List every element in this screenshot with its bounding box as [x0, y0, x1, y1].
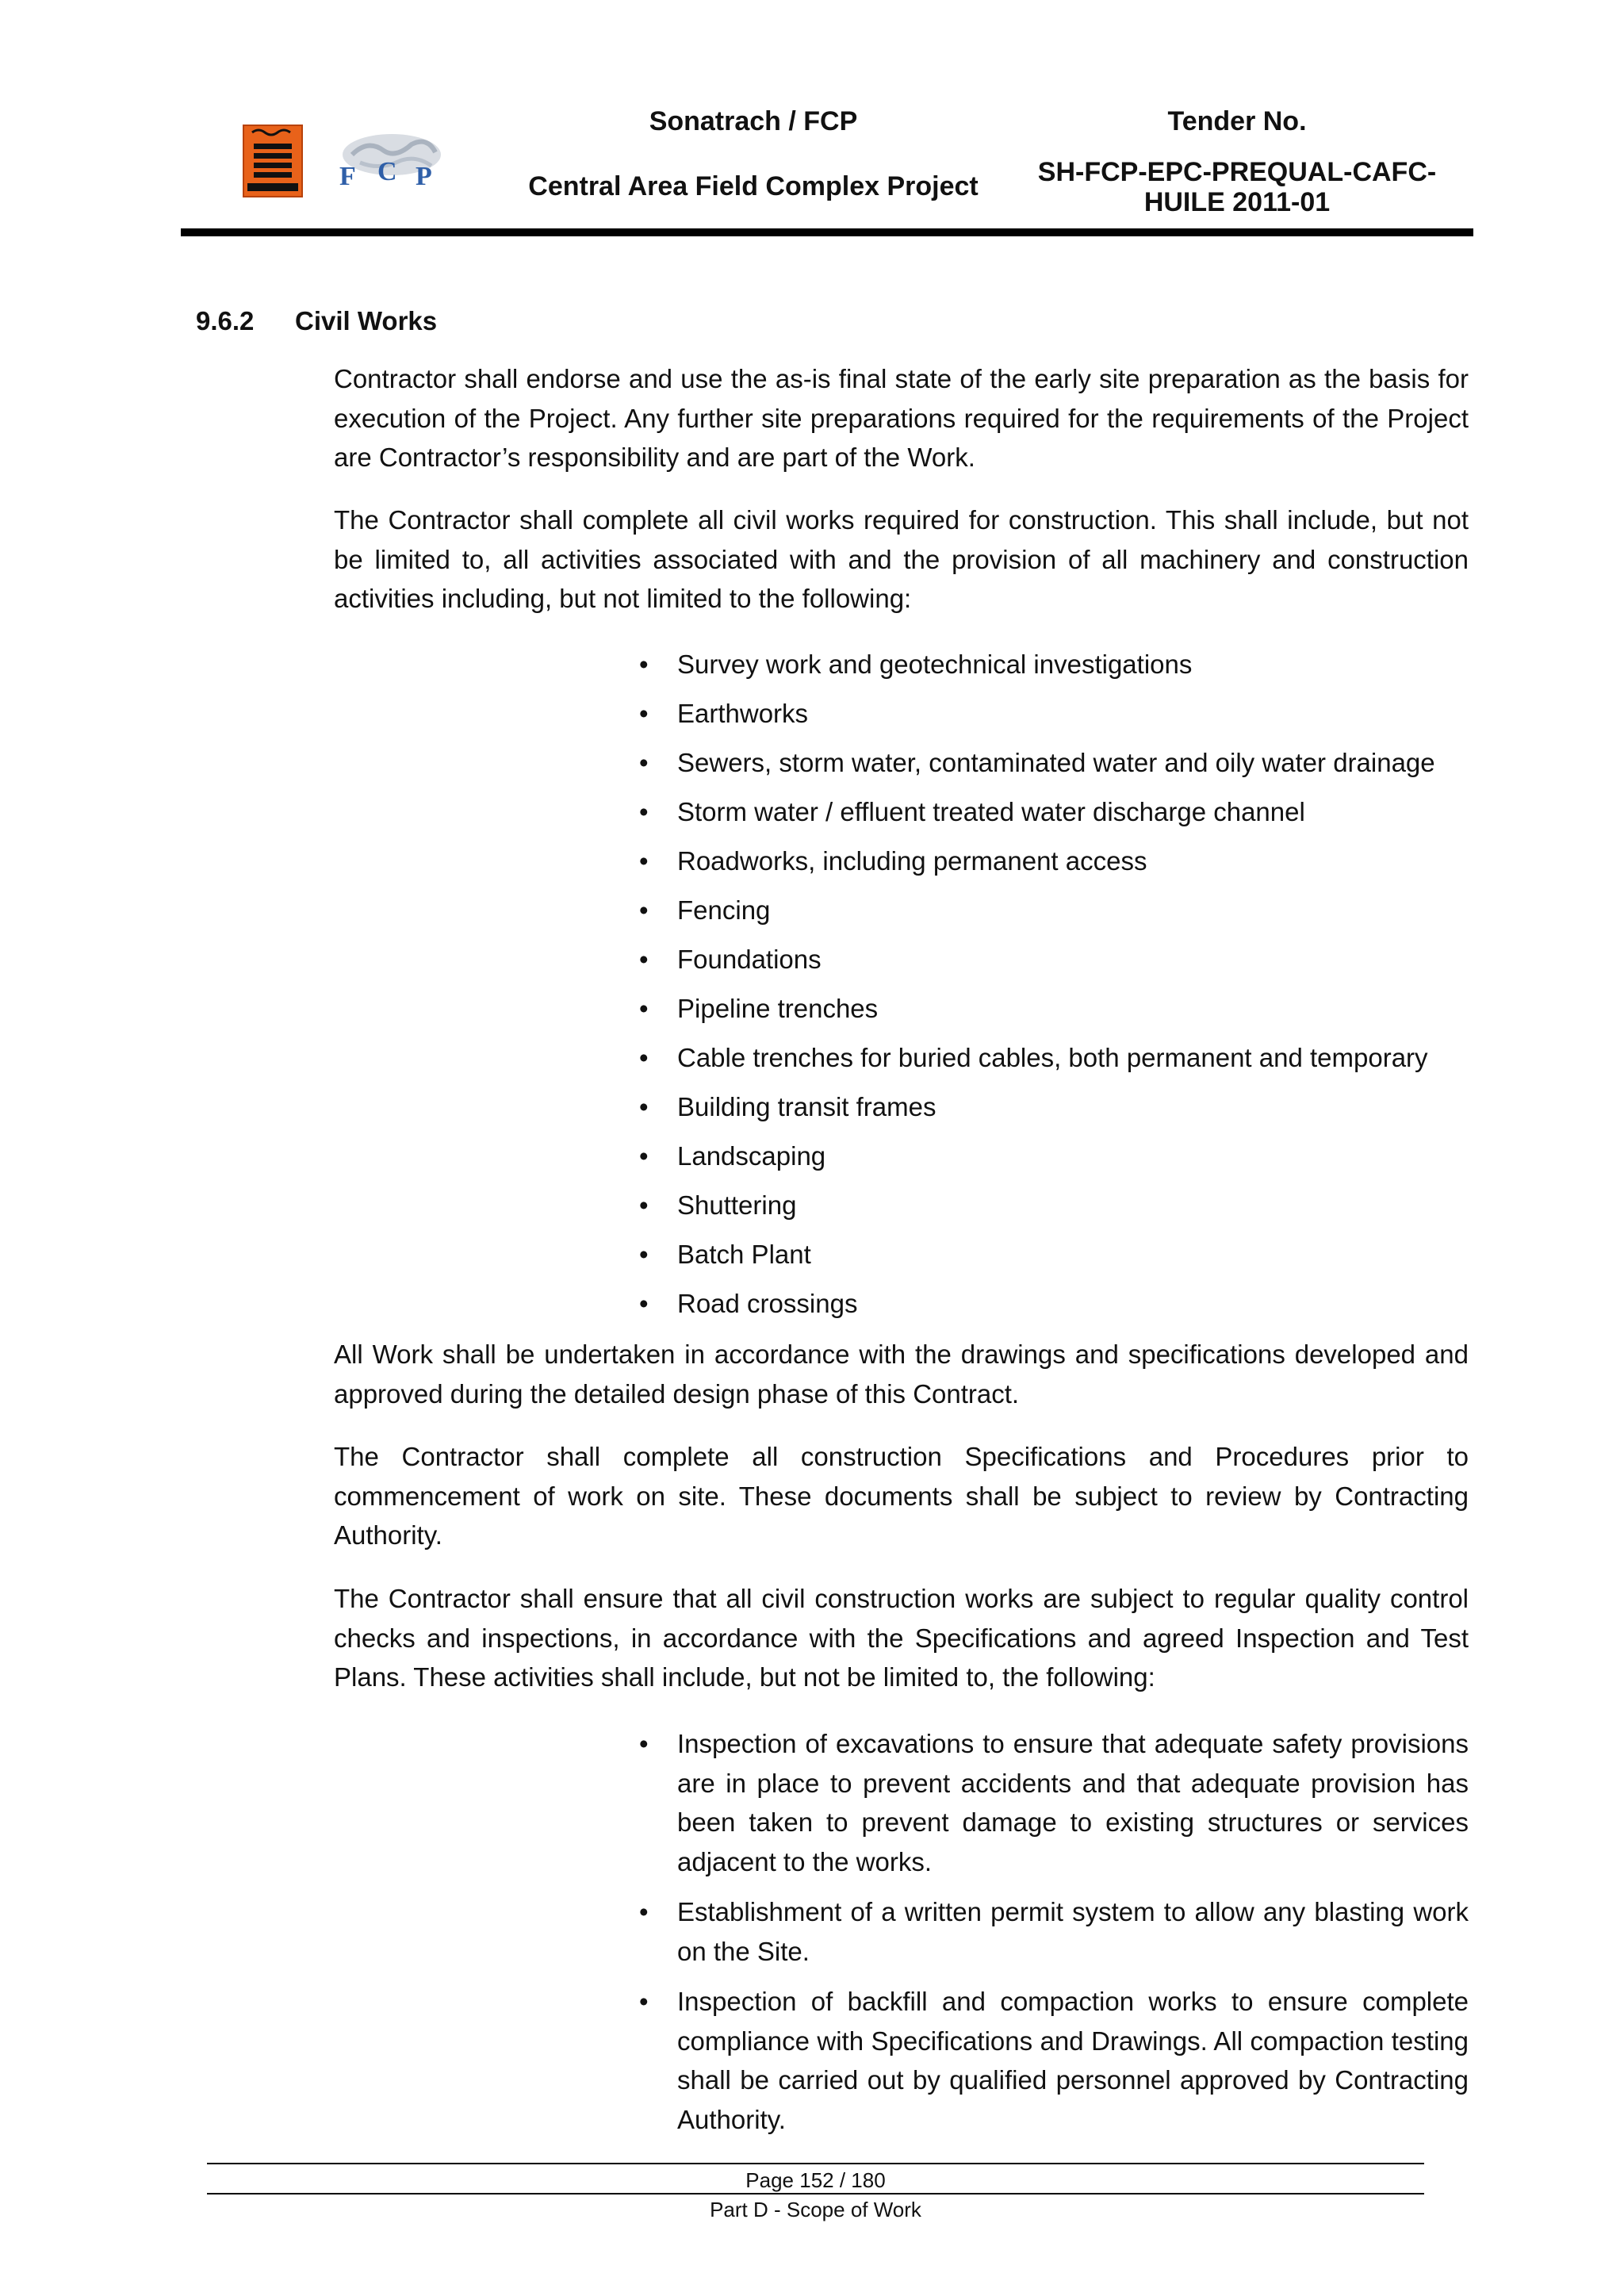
paragraph-site-preparation: Contractor shall endorse and use the as-is final state of the early site preparation as the basis for execution of the Project. Any further site preparations required for the requirements of the Project are Contractor’s responsibility and are part of the Work. [334, 364, 1469, 472]
company-title: Sonatrach / FCP [649, 106, 858, 136]
tender-number-line2: HUILE 2011-01 [1143, 187, 1331, 217]
svg-text:F: F [339, 162, 356, 191]
list-item: • Landscaping [639, 1140, 1469, 1172]
paragraph-specifications: The Contractor shall complete all construction Specifications and Procedures prior to commencement of work on site. These documents shall be subject to review by Contracting Authority. [334, 1442, 1469, 1550]
list-item: • Inspection of excavations to ensure that adequate safety provisions are in place to prevent accidents and that adequate provision has been taken to prevent damage to existing structures or services adjacent to the works. [639, 1724, 1469, 1881]
fcp-logo [328, 131, 451, 196]
header-rule [181, 228, 1473, 236]
section-number: 9.6.2 [196, 306, 255, 335]
list-item: • Establishment of a written permit system to allow any blasting work on the Site. [639, 1892, 1469, 1971]
tender-label: Tender No. [1167, 106, 1307, 136]
tender-number-line1: SH-FCP-EPC-PREQUAL-CAFC- [1037, 157, 1437, 187]
list-item: • Building transit frames [639, 1091, 1469, 1123]
list-item: • Roadworks, including permanent access [639, 845, 1469, 877]
paragraph-civil-works-scope: The Contractor shall complete all civil works required for construction. This shall include, but not be limited to, all activities associated with and the provision of all machinery and construction activities including, but not limited to the following: [334, 505, 1469, 613]
list-item: • Storm water / effluent treated water discharge channel [639, 796, 1469, 828]
inspection-list [639, 1724, 1469, 2150]
list-item: • Earthworks [639, 698, 1469, 730]
list-item: • Inspection of backfill and compaction works to ensure complete compliance with Specifications and Drawings. All compaction testing shall be carried out by qualified personnel approved by Contracting Authority. [639, 1982, 1469, 2139]
list-item: • Batch Plant [639, 1239, 1469, 1271]
paragraph-work-accordance: All Work shall be undertaken in accordance with the drawings and specifications developed and approved during the detailed design phase of this Contract. [334, 1340, 1469, 1409]
list-item: • Shuttering [639, 1190, 1469, 1221]
list-item: • Sewers, storm water, contaminated water and oily water drainage [639, 747, 1469, 779]
list-item: • Foundations [639, 944, 1469, 976]
list-item: • Fencing [639, 895, 1469, 926]
list-item: • Cable trenches for buried cables, both permanent and temporary [639, 1042, 1469, 1074]
list-item: • Road crossings [639, 1288, 1469, 1320]
section-title: Civil Works [295, 306, 438, 335]
list-item: • Pipeline trenches [639, 993, 1469, 1025]
footer-rule-top [207, 2163, 1424, 2164]
list-item: • Survey work and geotechnical investigations [639, 649, 1469, 680]
svg-text:C: C [377, 157, 397, 186]
civil-works-list [639, 649, 1469, 1337]
paragraph-quality-control: The Contractor shall ensure that all civil construction works are subject to regular quality control checks and inspections, in accordance with the Specifications and agreed Inspection and Test Plans. These activities shall include, but not be limited to, the following: [334, 1584, 1469, 1692]
svg-text:P: P [416, 162, 432, 191]
document-part: Part D - Scope of Work [710, 2198, 921, 2221]
footer-rule-bottom [207, 2193, 1424, 2194]
page-number: Page 152 / 180 [745, 2168, 886, 2192]
project-title: Central Area Field Complex Project [528, 171, 979, 201]
sonatrach-logo [243, 125, 303, 197]
